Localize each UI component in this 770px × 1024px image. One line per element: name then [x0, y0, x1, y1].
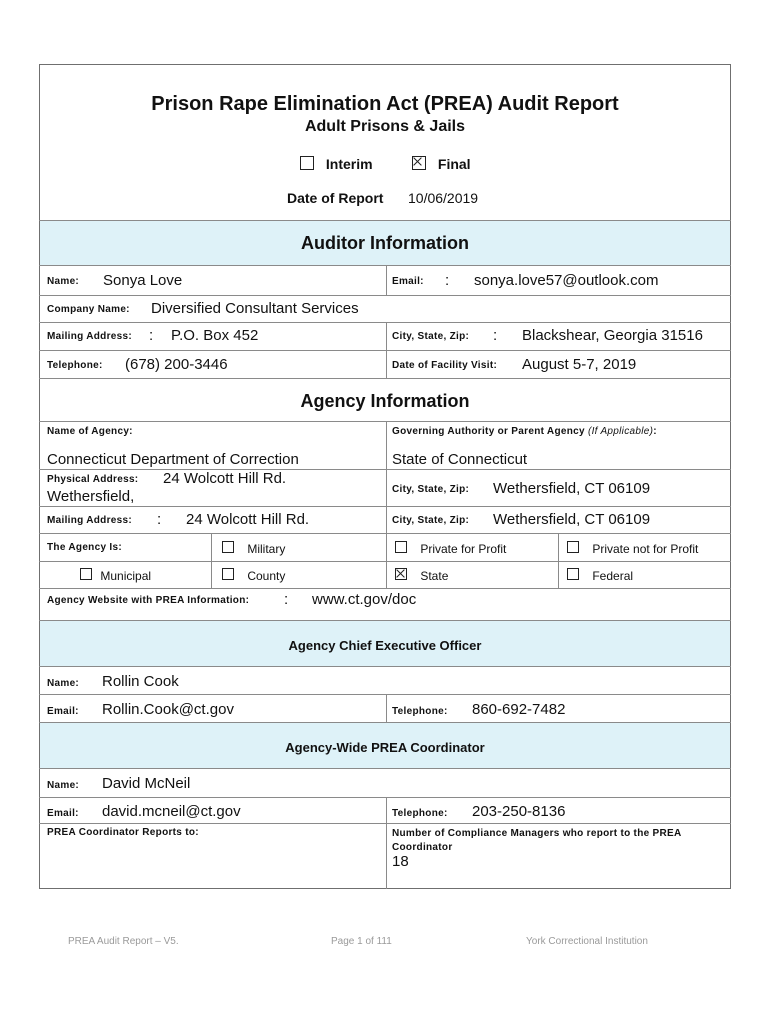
ceo-email-label: Email: — [47, 706, 79, 717]
ceo-email: Rollin.Cook@ct.gov — [102, 701, 234, 718]
private-profit-checkbox[interactable] — [395, 541, 407, 553]
agency-city-label: City, State, Zip: — [392, 484, 470, 495]
auditor-phone: (678) 200-3446 — [125, 356, 228, 373]
footer-page-number: Page 1 of 111 — [331, 936, 392, 947]
coordinator-heading: Agency-Wide PREA Coordinator — [285, 740, 485, 755]
agency-website-label: Agency Website with PREA Information: — [47, 595, 250, 606]
agency-type-federal[interactable] — [567, 568, 633, 583]
interim-option[interactable] — [300, 156, 373, 172]
coordinator-phone: 203-250-8136 — [472, 803, 566, 820]
final-option[interactable] — [412, 156, 471, 172]
agency-mailing-label: Mailing Address: — [47, 515, 132, 526]
date-of-report-value: 10/06/2019 — [408, 190, 479, 206]
auditor-name-label: Name: — [47, 276, 80, 287]
agency-type-private-not-profit[interactable] — [567, 541, 698, 556]
county-checkbox[interactable] — [222, 568, 234, 580]
coordinator-phone-label: Telephone: — [392, 808, 448, 819]
agency-type-private-profit[interactable] — [395, 541, 506, 556]
physical-address-label: Physical Address: — [47, 474, 139, 485]
auditor-mailing-label: Mailing Address: — [47, 331, 132, 342]
agency-name-label: Name of Agency: — [47, 426, 133, 437]
governing-label: Governing Authority or Parent Agency (If Applicable): — [392, 426, 657, 437]
physical-address-line1: 24 Wolcott Hill Rd. — [163, 470, 287, 487]
state-checkbox[interactable] — [395, 568, 407, 580]
governing-label-text: Governing Authority or Parent Agency — [392, 426, 585, 437]
municipal-label: Municipal — [100, 569, 152, 583]
physical-address-line2: Wethersfield, — [47, 488, 135, 505]
interim-label: Interim — [325, 156, 373, 172]
municipal-checkbox[interactable] — [80, 568, 92, 580]
federal-label: Federal — [592, 569, 634, 583]
private-profit-label: Private for Profit — [420, 542, 507, 556]
compliance-managers-count: 18 — [392, 853, 409, 870]
agency-mailing-city: Wethersfield, CT 06109 — [493, 511, 651, 528]
reports-to-label: PREA Coordinator Reports to: — [47, 827, 199, 838]
county-label: County — [247, 569, 286, 583]
governing-authority: State of Connecticut — [392, 451, 528, 468]
coordinator-email-label: Email: — [47, 808, 79, 819]
military-checkbox[interactable] — [222, 541, 234, 553]
agency-type-military[interactable] — [222, 541, 285, 556]
auditor-city: Blackshear, Georgia 31516 — [522, 327, 703, 344]
compliance-managers-label: Number of Compliance Managers who report to the PREA Coordinator — [392, 828, 682, 853]
footer-version: PREA Audit Report – V5. — [68, 936, 179, 947]
agency-type-state[interactable] — [395, 568, 448, 583]
coordinator-email: david.mcneil@ct.gov — [102, 803, 241, 820]
agency-mailing-colon: : — [157, 511, 162, 528]
auditor-heading: Auditor Information — [301, 233, 469, 253]
auditor-phone-label: Telephone: — [47, 360, 103, 371]
coordinator-name: David McNeil — [102, 775, 191, 792]
auditor-name: Sonya Love — [103, 272, 183, 289]
auditor-mailing: P.O. Box 452 — [171, 327, 259, 344]
private-not-profit-label: Private not for Profit — [592, 542, 699, 556]
auditor-email-label: Email: — [392, 276, 424, 287]
private-not-profit-checkbox[interactable] — [567, 541, 579, 553]
agency-mailing-city-label: City, State, Zip: — [392, 515, 470, 526]
agency-website-colon: : — [284, 591, 289, 608]
state-label: State — [420, 569, 449, 583]
interim-checkbox[interactable] — [300, 156, 314, 170]
auditor-company: Diversified Consultant Services — [151, 300, 359, 317]
agency-type-label: The Agency Is: — [47, 542, 122, 553]
report-title: Prison Rape Elimination Act (PREA) Audit Report — [151, 93, 619, 115]
auditor-city-label: City, State, Zip: — [392, 331, 470, 342]
agency-name: Connecticut Department of Correction — [47, 451, 299, 468]
agency-heading: Agency Information — [300, 391, 470, 411]
ceo-phone: 860-692-7482 — [472, 701, 566, 718]
agency-type-county[interactable] — [222, 568, 285, 583]
report-subtitle: Adult Prisons & Jails — [304, 118, 466, 135]
agency-website[interactable]: www.ct.gov/doc — [312, 591, 417, 608]
ceo-phone-label: Telephone: — [392, 706, 448, 717]
ceo-name-label: Name: — [47, 678, 80, 689]
coordinator-name-label: Name: — [47, 780, 80, 791]
auditor-city-colon: : — [493, 327, 498, 344]
ceo-heading: Agency Chief Executive Officer — [288, 638, 482, 653]
auditor-email-colon: : — [445, 272, 450, 289]
agency-city: Wethersfield, CT 06109 — [493, 480, 651, 497]
auditor-company-label: Company Name: — [47, 304, 130, 315]
agency-type-municipal[interactable] — [80, 568, 151, 583]
auditor-visit-label: Date of Facility Visit: — [392, 360, 498, 371]
military-label: Military — [247, 542, 286, 556]
auditor-email: sonya.love57@outlook.com — [474, 272, 659, 289]
auditor-mailing-colon: : — [149, 327, 154, 344]
agency-mailing: 24 Wolcott Hill Rd. — [186, 511, 310, 528]
ceo-name: Rollin Cook — [102, 673, 179, 690]
footer-facility: York Correctional Institution — [526, 936, 648, 947]
governing-label-note: (If Applicable) — [587, 426, 654, 437]
final-checkbox[interactable] — [412, 156, 426, 170]
final-label: Final — [437, 156, 471, 172]
auditor-visit: August 5-7, 2019 — [522, 356, 637, 373]
date-of-report-label: Date of Report — [287, 190, 384, 206]
federal-checkbox[interactable] — [567, 568, 579, 580]
